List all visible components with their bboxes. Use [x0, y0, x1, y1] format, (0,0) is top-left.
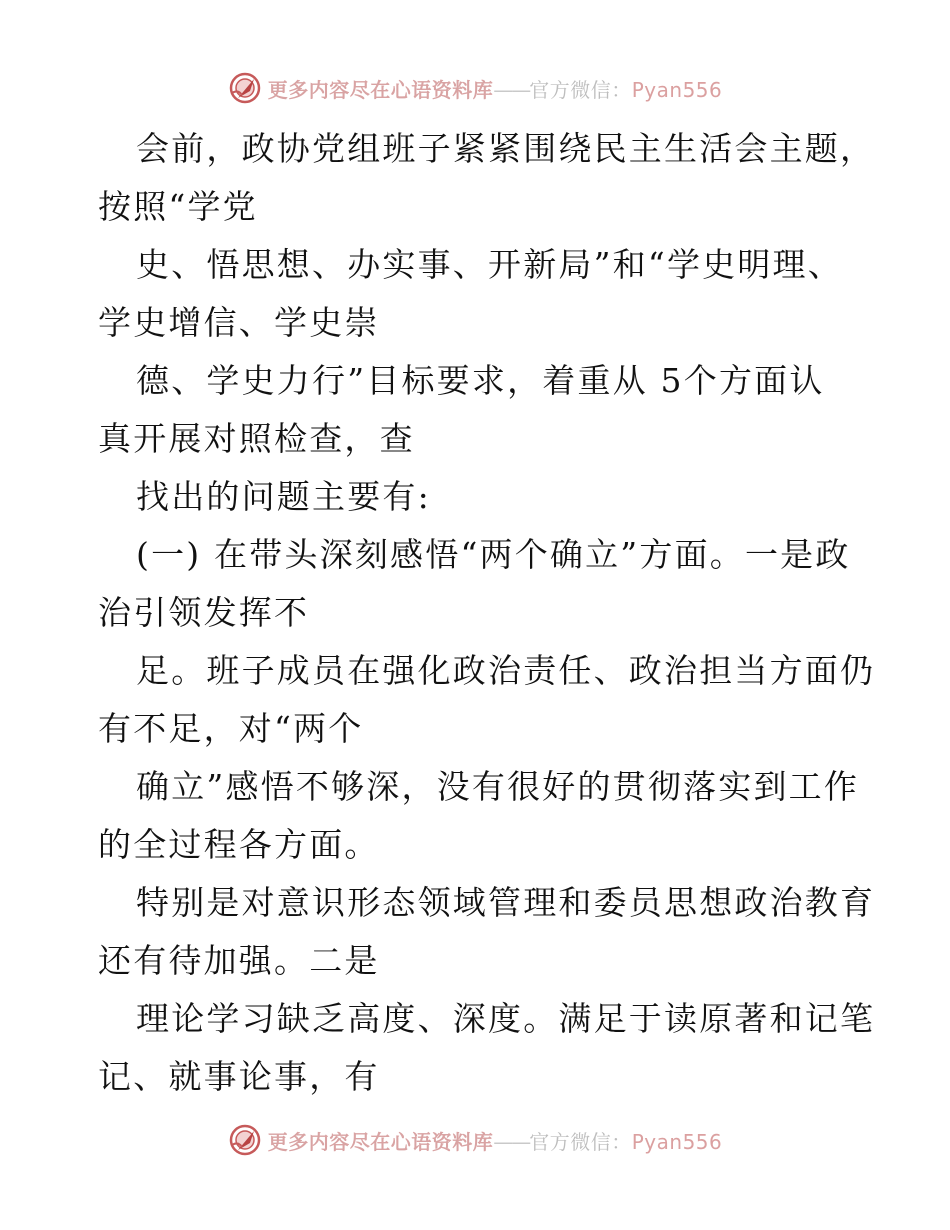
text-line: 学史增信、学史崇 — [98, 303, 380, 342]
text-line: 按照“学党 — [98, 187, 258, 226]
quill-logo-icon — [228, 71, 262, 105]
footer-watermark — [0, 1120, 950, 1160]
text-line: 史、悟思想、办实事、开新局”和“学史明理、 — [136, 245, 843, 284]
watermark-main: 更多内容尽在心语资料库 — [267, 77, 494, 102]
quill-logo-icon — [228, 1123, 262, 1157]
header-watermark — [0, 68, 950, 108]
watermark-wechat-id: Pyan556 — [631, 1129, 723, 1154]
text-line: 理论学习缺乏高度、深度。满足于读原著和记笔 — [136, 999, 876, 1038]
text-line: 确立”感悟不够深，没有很好的贯彻落实到工作 — [136, 767, 860, 806]
watermark-dash: —— — [493, 1129, 530, 1154]
text-line: 还有待加强。二是 — [98, 941, 380, 980]
watermark-dash: —— — [493, 77, 530, 102]
text-line: 治引领发挥不 — [98, 593, 310, 632]
text-line: 特别是对意识形态领域管理和委员思想政治教育 — [136, 883, 876, 922]
text-line: 足。班子成员在强化政治责任、政治担当方面仍 — [136, 651, 876, 690]
watermark-wechat-label: 官方微信： — [529, 1129, 632, 1154]
watermark-text — [268, 1126, 723, 1155]
watermark-wechat-id: Pyan556 — [631, 77, 723, 102]
watermark-main: 更多内容尽在心语资料库 — [267, 1129, 494, 1154]
text-line: 记、就事论事，有 — [98, 1057, 380, 1096]
text-line: 真开展对照检查，查 — [98, 419, 415, 458]
text-line: 有不足，对“两个 — [98, 709, 364, 748]
text-line: 德、学史力行”目标要求，着重从 5个方面认 — [136, 361, 825, 400]
watermark-wechat-label: 官方微信： — [529, 77, 632, 102]
document-body — [98, 120, 876, 1106]
text-line: 会前，政协党组班子紧紧围绕民主生活会主题， — [136, 129, 876, 168]
text-line: 找出的问题主要有: — [136, 477, 431, 516]
text-line: (一) 在带头深刻感悟“两个确立”方面。一是政 — [136, 535, 851, 574]
watermark-text — [268, 74, 723, 103]
text-line: 的全过程各方面。 — [98, 825, 380, 864]
